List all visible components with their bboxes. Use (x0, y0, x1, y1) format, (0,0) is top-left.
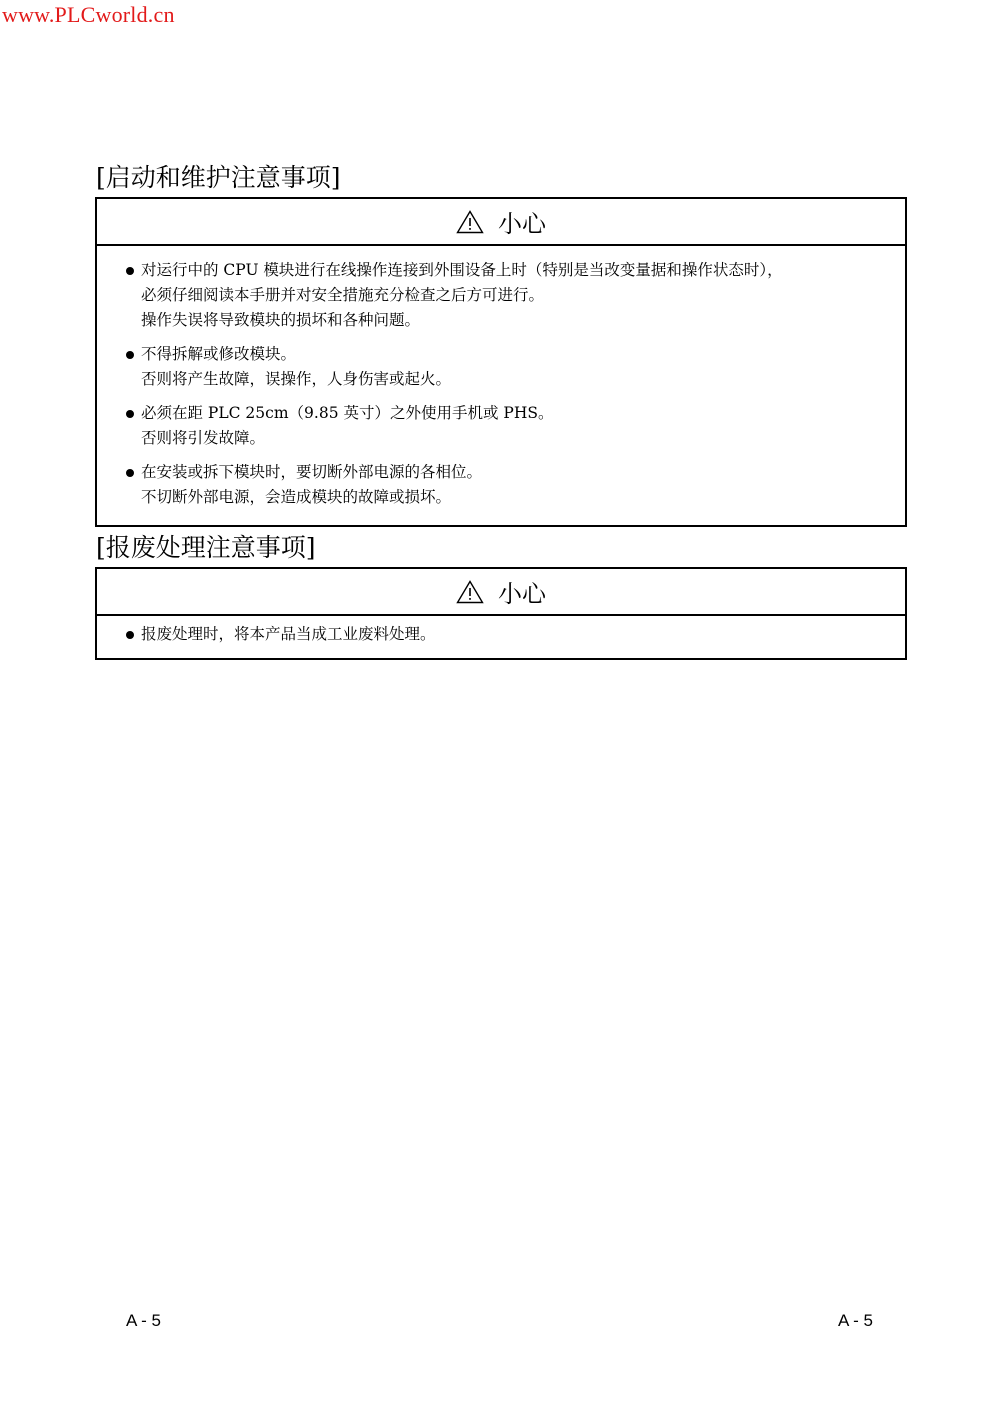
item-text: 对运行中的 CPU 模块进行在线操作连接到外围设备上时（特别是当改变量据和操作状态时）， (141, 261, 783, 279)
caution-header (97, 199, 905, 246)
bullet-icon (126, 410, 134, 418)
caution-item-phone-distance (97, 401, 905, 451)
item-text: 否则将产生故障，误操作，人身伤害或起火。 (141, 370, 452, 388)
caution-box-startup-maintenance (95, 197, 907, 527)
caution-item-power-off (97, 460, 905, 510)
warning-triangle-icon (456, 210, 484, 234)
caution-label: 小心 (498, 580, 546, 608)
warning-triangle-icon (456, 580, 484, 604)
bullet-icon (126, 267, 134, 275)
caution-item-online-operation (97, 258, 905, 333)
page-number-left: A - 5 (126, 1311, 161, 1330)
caution-label: 小心 (498, 210, 546, 238)
bullet-icon (126, 469, 134, 477)
caution-body (97, 246, 905, 525)
caution-item-no-disassembly (97, 342, 905, 392)
item-text: 否则将引发故障。 (141, 429, 266, 447)
item-text: 必须在距 PLC 25cm（9.85 英寸）之外使用手机或 PHS。 (141, 404, 554, 422)
item-text: 报废处理时，将本产品当成工业废料处理。 (141, 625, 436, 643)
caution-body (97, 616, 905, 658)
bullet-icon (126, 351, 134, 359)
item-text: 操作失误将导致模块的损坏和各种问题。 (141, 311, 421, 329)
page-number-right: A - 5 (838, 1311, 873, 1330)
bullet-icon (126, 631, 134, 639)
section-title-startup-maintenance: [启动和维护注意事项] (96, 163, 341, 192)
caution-item-disposal (97, 622, 905, 647)
item-text: 在安装或拆下模块时，要切断外部电源的各相位。 (141, 463, 483, 481)
item-text: 不切断外部电源，会造成模块的故障或损坏。 (141, 488, 452, 506)
item-text: 不得拆解或修改模块。 (141, 345, 297, 363)
caution-header (97, 569, 905, 616)
caution-box-disposal (95, 567, 907, 660)
watermark: www.PLCworld.cn (2, 2, 175, 27)
item-text: 必须仔细阅读本手册并对安全措施充分检查之后方可进行。 (141, 286, 545, 304)
section-title-disposal: [报废处理注意事项] (96, 533, 316, 562)
